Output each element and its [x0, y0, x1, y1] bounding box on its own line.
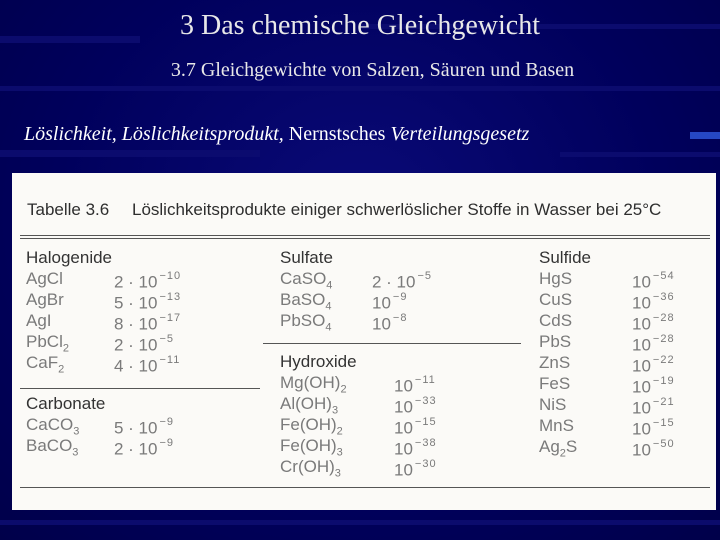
compound-formula: MnS: [539, 416, 574, 435]
solubility-product-value: 8 · 10 $^{-17}$: [114, 312, 182, 334]
solubility-product-value: 10 $^{-11}$: [394, 374, 436, 396]
solubility-product-value: 10 $^{-54}$: [632, 270, 675, 292]
compound-formula: PbCl$_2$: [26, 332, 69, 355]
compound-formula: AgBr: [26, 290, 64, 309]
compound-formula: BaSO$_4$: [280, 290, 332, 313]
solubility-product-value: 5 · 10 $^{-13}$: [114, 291, 182, 313]
compound-formula: BaCO$_3$: [26, 436, 79, 459]
compound-formula: $Ag_2S$: [539, 437, 578, 460]
compound-formula: ZnS: [539, 353, 571, 372]
solubility-product-value: 10 $^{-50}$: [632, 438, 675, 460]
solubility-product-value: 10 $^{-9}$: [372, 291, 408, 313]
solubility-product-value: 10 $^{-19}$: [632, 375, 675, 397]
halogenide-divider: [20, 388, 260, 389]
sulfate-divider: [263, 343, 521, 344]
solubility-product-value: 10 $^{-33}$: [394, 395, 437, 417]
solubility-product-value: 10 $^{-22}$: [632, 354, 675, 376]
solubility-product-value: 4 · 10 $^{-11}$: [114, 354, 181, 376]
solubility-product-value: 5 · 10 $^{-9}$: [114, 416, 175, 438]
bottom-rule: [20, 487, 710, 488]
solubility-product-value: 2 · 10 $^{-9}$: [114, 437, 175, 459]
topic-part3: Verteilungsgesetz: [390, 123, 530, 145]
table-image: [12, 173, 716, 510]
compound-formula: $Fe(OH)_2$: [280, 415, 343, 438]
solubility-product-value: 10 $^{-30}$: [394, 458, 437, 480]
solubility-product-value: 10 $^{-15}$: [632, 417, 675, 439]
top-rule-double: [20, 238, 710, 239]
compound-formula: HgS: [539, 269, 573, 288]
compound-formula: CaCO$_3$: [26, 415, 80, 438]
slide-title: 3 Das chemische Gleichgewicht: [180, 10, 540, 41]
compound-formula: AgCl: [26, 269, 63, 288]
compound-formula: PbS: [539, 332, 572, 351]
solubility-product-value: 10 $^{-21}$: [632, 396, 675, 418]
solubility-product-value: 10 $^{-28}$: [632, 312, 675, 334]
compound-formula: CdS: [539, 311, 573, 330]
solubility-product-value: 10 $^{-8}$: [372, 312, 408, 334]
compound-formula: $Cr(OH)_3$: [280, 457, 341, 480]
topic-part1: Löslichkeit, Löslichkeitsprodukt,: [24, 123, 284, 145]
top-rule: [20, 235, 710, 236]
solubility-product-value: 10 $^{-28}$: [632, 333, 675, 355]
compound-formula: CuS: [539, 290, 573, 309]
compound-formula: CaSO$_4$: [280, 269, 333, 292]
compound-formula: AgI: [26, 311, 52, 330]
compound-formula: CaF$_2$: [26, 353, 65, 376]
solubility-product-value: 10 $^{-15}$: [394, 416, 437, 438]
topic-part2: Nernstsches: [288, 123, 386, 145]
compound-formula: FeS: [539, 374, 571, 393]
carbonate-heading: Carbonate: [26, 394, 106, 413]
hydroxide-heading: Hydroxide: [280, 352, 357, 371]
table-label: Tabelle 3.6: [27, 200, 110, 219]
table-caption: [27, 200, 661, 220]
sulfate-heading: Sulfate: [280, 248, 333, 267]
slide-subtitle: 3.7 Gleichgewichte von Salzen, Säuren und Basen: [170, 59, 575, 81]
sulfide-heading: Sulfide: [539, 248, 591, 267]
solubility-product-value: 2 · 10 $^{-10}$: [114, 270, 182, 292]
compound-formula: $Mg(OH)_2$: [280, 373, 347, 396]
compound-formula: $Al(OH)_3$: [280, 394, 339, 417]
solubility-product-value: 10 $^{-38}$: [394, 437, 437, 459]
solubility-product-value: 2 · 10 $^{-5}$: [114, 333, 175, 355]
solubility-product-value: 2 · 10 $^{-5}$: [372, 270, 433, 292]
compound-formula: NiS: [539, 395, 567, 414]
table-caption-text: Löslichkeitsprodukte einiger schwerlöslicher Stoffe in Wasser bei 25°C: [132, 200, 662, 219]
compound-formula: $Fe(OH)_3$: [280, 436, 343, 459]
compound-formula: PbSO$_4$: [280, 311, 332, 334]
slide-topic: [24, 120, 529, 148]
solubility-product-value: 10 $^{-36}$: [632, 291, 675, 313]
halogenide-heading: Halogenide: [26, 248, 113, 267]
